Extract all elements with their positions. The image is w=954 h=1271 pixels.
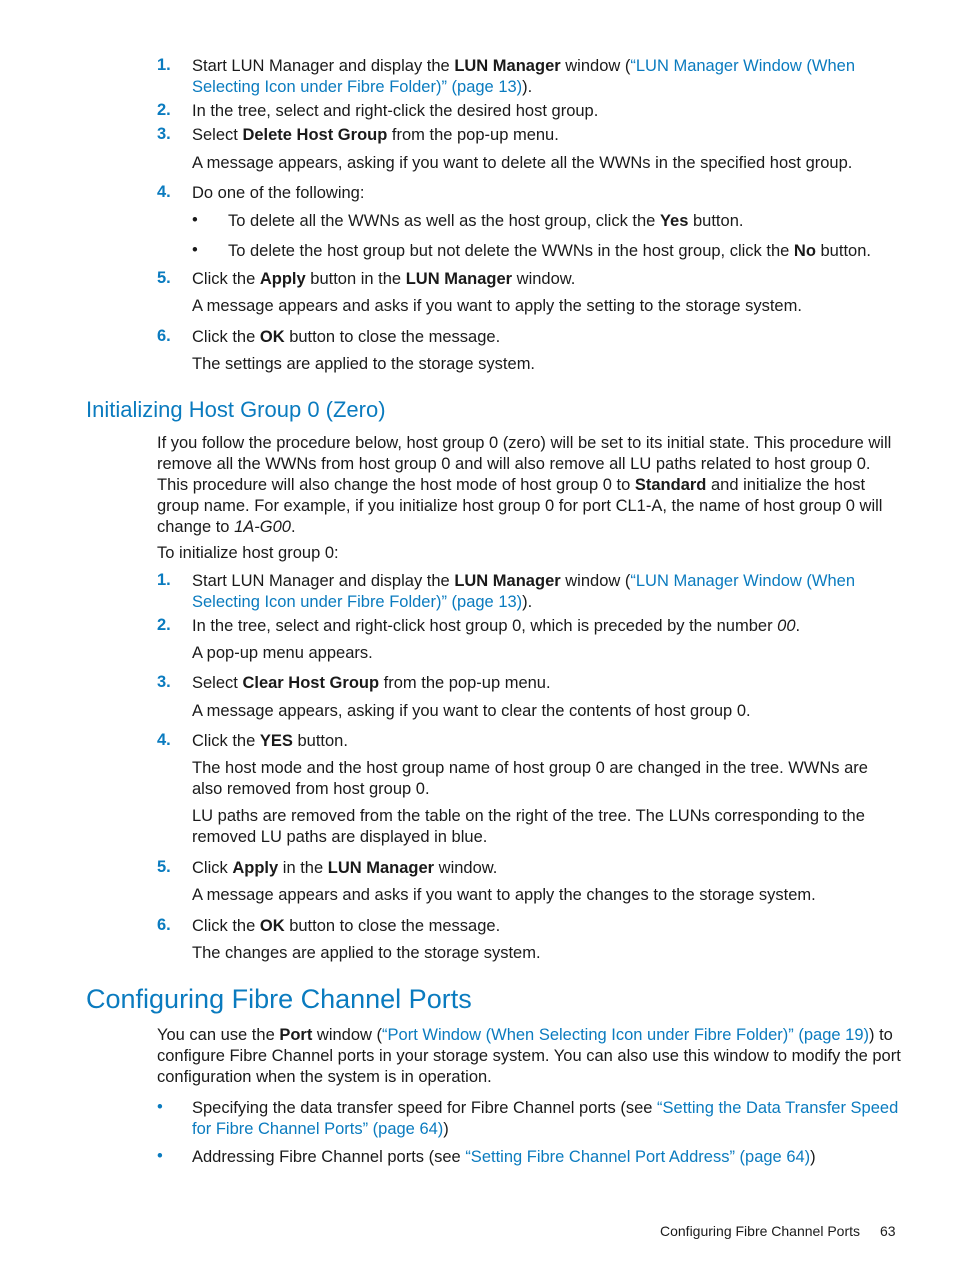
manual-page: 1. Start LUN Manager and display the LUN Manager window (“LUN Manager Window (When Selecting Icon under Fibre Folder)” (page 13)). 2. In the tree, select and right-click the desired host group. 3. Select Delete Host Group from the pop-up menu. A message appears, asking if you want to delete all the WWNs in the specified host group. 4. Do one of the following: • To delete all the WWNs as well as the host group, click the Yes button. • To delete the host group but not delete the WWNs in the host group, click the No button. 5. Click the Apply button in the LUN Manager window. A message appears and asks if you want to apply the setting to the storage system. 6. Click the OK button to close the message. The settings are applied to the storage system. Initializing Host Group 0 (Zero) If you follow the procedure below, host group 0 (zero) will be set to its initial state. This procedure will remove all the WWNs from host group 0 and will also remove all LU paths related to host group 0. This procedure will also change the host mode of host group 0 to Standard and initialize the host group name. For example, if you initialize host group 0 for port CL1-A, the name of host group 0 will change to 1A-G00. To initialize host group 0: 1. Start LUN Manager and display the LUN Manager window (“LUN Manager Window (When Selecting Icon under Fibre Folder)” (page 13)). 2. In the tree, select and right-click host group 0, which is preceded by the number 00. A pop-up menu appears. 3. Select Clear Host Group from the pop-up menu. A message appears, asking if you want to clear the contents of host group 0. 4. Click the YES button. The host mode and the host group name of host group 0 are changed in the tree. WWNs are also removed from host group 0. LU paths are removed from the table on the right of the tree. The LUNs corresponding to the removed LU paths are displayed in blue. 5. Click Apply in the LUN Manager window. A message appears and asks if you want to apply the changes to the storage system. 6. Click the OK button to close the message. The changes are applied to the storage system. Configuring Fibre Channel Ports You can use the Port window (“Port Window (When Selecting Icon under Fibre Folder)” (page 19)) to configure Fibre Channel ports in your storage system. You can also use this window to modify the port configuration when the system is in operation. • Specifying the data transfer speed for Fibre Channel ports (see “Setting the Data Transfer Speed for Fibre Channel Ports” (page 64)) • Addressing Fibre Channel ports (see “Setting Fibre Channel Port Address” (page 64)) Configuring Fibre Channel Ports 63 — [86, 56, 901, 1239]
footer-section-title: Configuring Fibre Channel Ports — [660, 1223, 860, 1239]
xref-link[interactable]: “Port Window (When Selecting Icon under Fibre Folder)” (page 19) — [382, 1026, 869, 1044]
step-number: 2. — [157, 616, 171, 634]
section-heading: Initializing Host Group 0 (Zero) — [86, 397, 386, 422]
step-number: 4. — [157, 183, 171, 201]
step-note: A message appears, asking if you want to delete all the WWNs in the specified host group. — [192, 154, 853, 172]
step-number: 1. — [157, 571, 171, 589]
step-text: Click the YES button. — [192, 732, 348, 750]
step-note: LU paths are removed from the table on the right of the tree. The LUNs corresponding to the removed LU paths are displayed in blue. — [192, 807, 865, 846]
step-note: The host mode and the host group name of host group 0 are changed in the tree. WWNs are also removed from host group 0. — [192, 759, 868, 798]
step-text: Do one of the following: — [192, 184, 365, 202]
xref-link[interactable]: “LUN Manager Window (When Selecting Icon under Fibre Folder)” (page 13) — [192, 57, 856, 96]
step-text: Start LUN Manager and display the LUN Manager window (“LUN Manager Window (When Selecting Icon under Fibre Folder)” (page 13)). — [192, 57, 856, 96]
bullet-icon: • — [157, 1147, 163, 1165]
step-text: Click the OK button to close the message. — [192, 917, 501, 935]
step-text: Click the Apply button in the LUN Manager window. — [192, 270, 576, 288]
step-note: A pop-up menu appears. — [192, 644, 373, 662]
step-note: A message appears and asks if you want to apply the changes to the storage system. — [192, 886, 816, 904]
step-text: Select Clear Host Group from the pop-up menu. — [192, 674, 551, 692]
step-number: 4. — [157, 731, 171, 749]
bullet-icon: • — [192, 241, 198, 259]
step-number: 6. — [157, 916, 171, 934]
step-text: Click the OK button to close the message. — [192, 328, 501, 346]
step-number: 6. — [157, 327, 171, 345]
step-number: 3. — [157, 125, 171, 143]
step-number: 5. — [157, 269, 171, 287]
step-number: 5. — [157, 858, 171, 876]
step-text: Click Apply in the LUN Manager window. — [192, 859, 498, 877]
step-note: The settings are applied to the storage system. — [192, 355, 536, 373]
step-text: In the tree, select and right-click the desired host group. — [192, 102, 599, 120]
page-number: 63 — [880, 1223, 896, 1239]
section-heading: Configuring Fibre Channel Ports — [86, 984, 472, 1014]
step-note: A message appears, asking if you want to clear the contents of host group 0. — [192, 702, 751, 720]
bullet-icon: • — [192, 211, 198, 229]
section-intro: You can use the Port window (“Port Window (When Selecting Icon under Fibre Folder)” (page 19)) to configure Fibre Channel ports in your storage system. You can also use this window to modify the port configuration when the system is in operation. — [157, 1026, 901, 1086]
step-text: In the tree, select and right-click host group 0, which is preceded by the number 00. — [192, 617, 801, 635]
xref-link[interactable]: “Setting the Data Transfer Speed for Fibre Channel Ports” (page 64) — [192, 1099, 899, 1138]
step-text: Select Delete Host Group from the pop-up menu. — [192, 126, 559, 144]
xref-link[interactable]: “LUN Manager Window (When Selecting Icon under Fibre Folder)” (page 13) — [192, 572, 856, 611]
step-number: 2. — [157, 101, 171, 119]
step-text: Start LUN Manager and display the LUN Manager window (“LUN Manager Window (When Selecting Icon under Fibre Folder)” (page 13)). — [192, 572, 856, 611]
procedure-lead: To initialize host group 0: — [157, 544, 339, 562]
step-note: The changes are applied to the storage system. — [192, 944, 541, 962]
step-number: 1. — [157, 56, 171, 74]
xref-link[interactable]: “Setting Fibre Channel Port Address” (page 64) — [465, 1148, 811, 1166]
step-note: A message appears and asks if you want to apply the setting to the storage system. — [192, 297, 802, 315]
step-number: 3. — [157, 673, 171, 691]
section-intro: If you follow the procedure below, host group 0 (zero) will be set to its initial state. This procedure will remove all the WWNs from host group 0 and will also remove all LU paths related to host group 0. This procedure will also change the host mode of host group 0 to Standard and initialize the host group name. For example, if you initialize host group 0 for port CL1-A, the name of host group 0 will change to 1A-G00. — [157, 434, 892, 536]
bullet-icon: • — [157, 1098, 163, 1116]
